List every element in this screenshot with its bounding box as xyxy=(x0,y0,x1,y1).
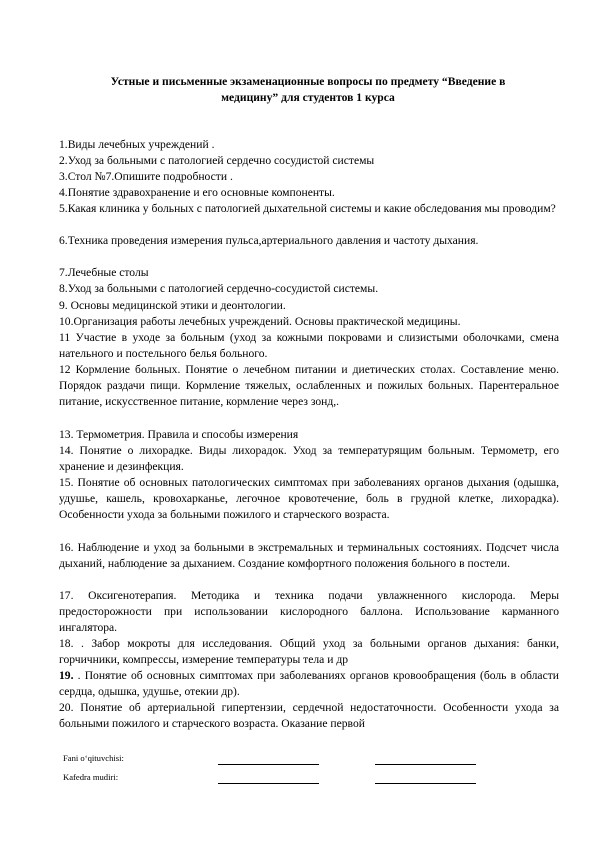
title-line-1: Устные и письменные экзаменационные вопросы по предмету “Введение в xyxy=(110,75,506,88)
question-14: 14. Понятие о лихорадке. Виды лихорадок. Уход за температурящим больным. Термометр, его хранение и дезинфекция. xyxy=(59,444,559,474)
question-2: 2.Уход за больными с патологией сердечно сосудистой системы xyxy=(59,154,375,167)
question-12: 12 Кормление больных. Понятие о лечебном питании и диетических столах. Составление меню. Порядок раздачи пищи. Кормление тяжелых, ослабленных и пожилых больных. Парентеральное питание, искусственное питание, кормление через зонд,. xyxy=(59,363,559,409)
question-7: 7.Лечебные столы xyxy=(59,266,149,279)
head-name-line xyxy=(375,783,476,784)
question-5: 5.Какая клиника у больных с патологией дыхательной системы и какие обследования мы проводим? xyxy=(59,202,556,215)
question-17: 17. Оксигенотерапия. Методика и техника подачи увлажненного кислорода. Меры предосторожности при использовании кислородного баллона. Использование карманного ингалятора. xyxy=(59,589,559,635)
question-19-number: 19. xyxy=(59,669,74,682)
question-18: 18. . Забор мокроты для исследования. Общий уход за больными органов дыхания: банки, горчичники, компрессы, измерение температуры тела и др xyxy=(59,637,559,667)
question-6: 6.Техника проведения измерения пульса,артериального давления и частоту дыхания. xyxy=(59,234,479,247)
question-20: 20. Понятие об артериальной гипертензии, сердечной недостаточности. Особенности ухода за больными пожилого и старческого возраста. Оказание первой xyxy=(59,701,559,731)
document-title xyxy=(60,74,556,106)
title-line-2: медицину” для студентов 1 курса xyxy=(221,91,395,104)
head-label: Kafedra mudiri: xyxy=(63,772,119,782)
question-15: 15. Понятие об основных патологических симптомах при заболеваниях органов дыхания (одышка, удушье, кашель, кровохарканье, легочное кровотечение, боль в грудной клетке, лихорадка). Особенности ухода за больными пожилого и старческого возраста. xyxy=(59,476,559,522)
head-signature-line xyxy=(218,783,319,784)
question-19 xyxy=(59,668,559,700)
question-9: 9. Основы медицинской этики и деонтологии. xyxy=(59,299,286,312)
question-19-text: . Понятие об основных симптомах при заболеваниях органов кровообращения (боль в области сердца, одышка, удушье, отекии др). xyxy=(59,669,559,699)
question-4: 4.Понятие здравохранение и его основные компоненты. xyxy=(59,186,335,199)
question-16: 16. Наблюдение и уход за больными в экстремальных и терминальных состояниях. Подсчет числа дыханий, наблюдение за дыханием. Создание комфортного положения больного в постели. xyxy=(59,541,559,571)
question-8: 8.Уход за больными с патологией сердечно-сосудистой системы. xyxy=(59,282,379,295)
teacher-label: Fani o‘qituvchisi: xyxy=(63,753,124,763)
question-1: 1.Виды лечебных учреждений . xyxy=(59,138,215,151)
teacher-signature-line xyxy=(218,764,319,765)
question-13: 13. Термометрия. Правила и способы измерения xyxy=(59,428,299,441)
question-10: 10.Организация работы лечебных учреждений. Основы практической медицины. xyxy=(59,315,461,328)
question-3: 3.Стол №7.Опишите подробности . xyxy=(59,170,233,183)
question-11: 11 Участие в уходе за больным (уход за кожными покровами и слизистыми оболочками, смена нательного и постельного белья больного. xyxy=(59,331,559,361)
teacher-name-line xyxy=(375,764,476,765)
